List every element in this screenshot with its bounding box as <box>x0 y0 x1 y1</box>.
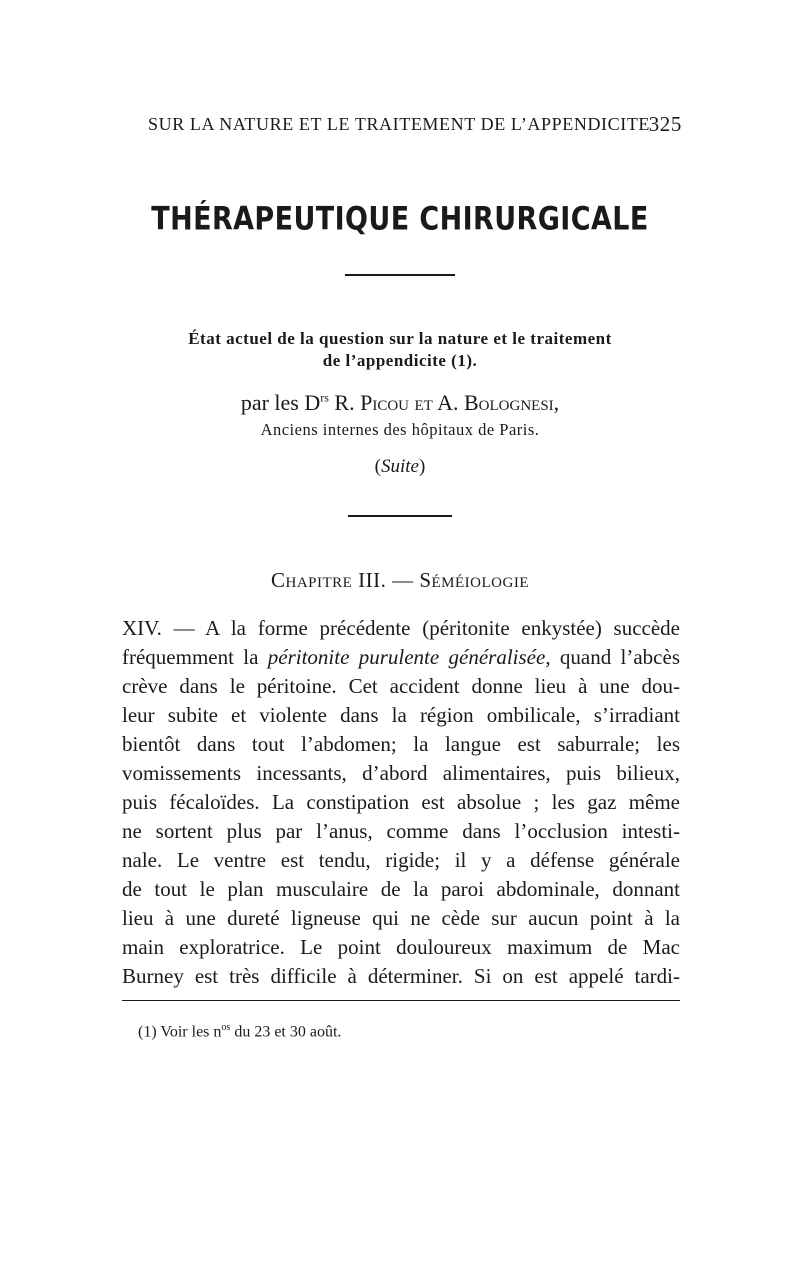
authors-line <box>0 390 800 416</box>
body-line: lieu à une dureté ligneuse qui ne cède sur aucun point à la <box>122 906 680 930</box>
running-head-title: SUR LA NATURE ET LE TRAITEMENT DE L’APPENDICITE <box>148 114 651 134</box>
body-line: bientôt dans tout l’abdomen; la langue est saburrale; les <box>122 732 680 756</box>
subtitle-line-1: État actuel de la question sur la nature et le traitement <box>188 329 612 348</box>
chapter-dash: — <box>386 568 420 592</box>
chapter-heading <box>0 568 800 593</box>
footnote <box>138 1022 341 1041</box>
continuation-note: (Suite) <box>374 456 426 477</box>
body-line: nale. Le ventre est tendu, rigide; il y a défense générale <box>122 848 680 872</box>
continuation-text: Suite <box>381 456 419 477</box>
body-line: vomissements incessants, d’abord alimentaires, puis bilieux, <box>122 761 680 785</box>
footnote-sup: os <box>221 1022 231 1033</box>
title-divider <box>345 274 455 276</box>
body-line: puis fécaloïdes. La constipation est absolue ; les gaz même <box>122 790 680 814</box>
body-text <box>122 614 680 991</box>
body-line: Burney est très difficile à déterminer. Si on est appelé tardi- <box>122 964 680 988</box>
section-divider <box>348 515 452 517</box>
body-line <box>122 643 680 672</box>
authors-affiliation: Anciens internes des hôpitaux de Paris. <box>260 420 540 439</box>
body-line: ne sortent plus par l’anus, comme dans l’occlusion intesti- <box>122 819 680 843</box>
chapter-label: Chapitre III. <box>271 568 387 592</box>
footnote-end: du 23 et 30 août. <box>230 1023 342 1041</box>
body-line: leur subite et violente dans la région ombilicale, s’irradiant <box>122 703 680 727</box>
footnote-separator <box>122 1000 680 1001</box>
page-number: 325 <box>648 112 682 136</box>
footnote-start: (1) Voir les n <box>138 1023 222 1041</box>
body-line: XIV. — A la forme précédente (péritonite enkystée) succède <box>122 616 680 640</box>
body-line: main exploratrice. Le point douloureux maximum de Mac <box>122 935 680 959</box>
emphasis-term: péritonite purulente généralisée <box>267 645 546 669</box>
authors-prefix: par les D <box>240 390 321 415</box>
body-line: crève dans le péritoine. Cet accident donne lieu à une dou- <box>122 674 680 698</box>
body-line-start: fréquemment la <box>122 645 268 669</box>
article-subtitle <box>0 328 800 372</box>
body-line-end: , quand l’abcès <box>545 645 680 669</box>
section-title: THÉRAPEUTIQUE CHIRURGICALE <box>151 201 649 238</box>
chapter-title: Séméiologie <box>419 568 529 592</box>
authors-names: R. Picou et A. Bolognesi, <box>328 390 560 415</box>
body-line: de tout le plan musculaire de la paroi abdominale, donnant <box>122 877 680 901</box>
authors-sup: rs <box>320 390 329 405</box>
subtitle-line-2: de l’appendicite (1). <box>322 351 478 370</box>
